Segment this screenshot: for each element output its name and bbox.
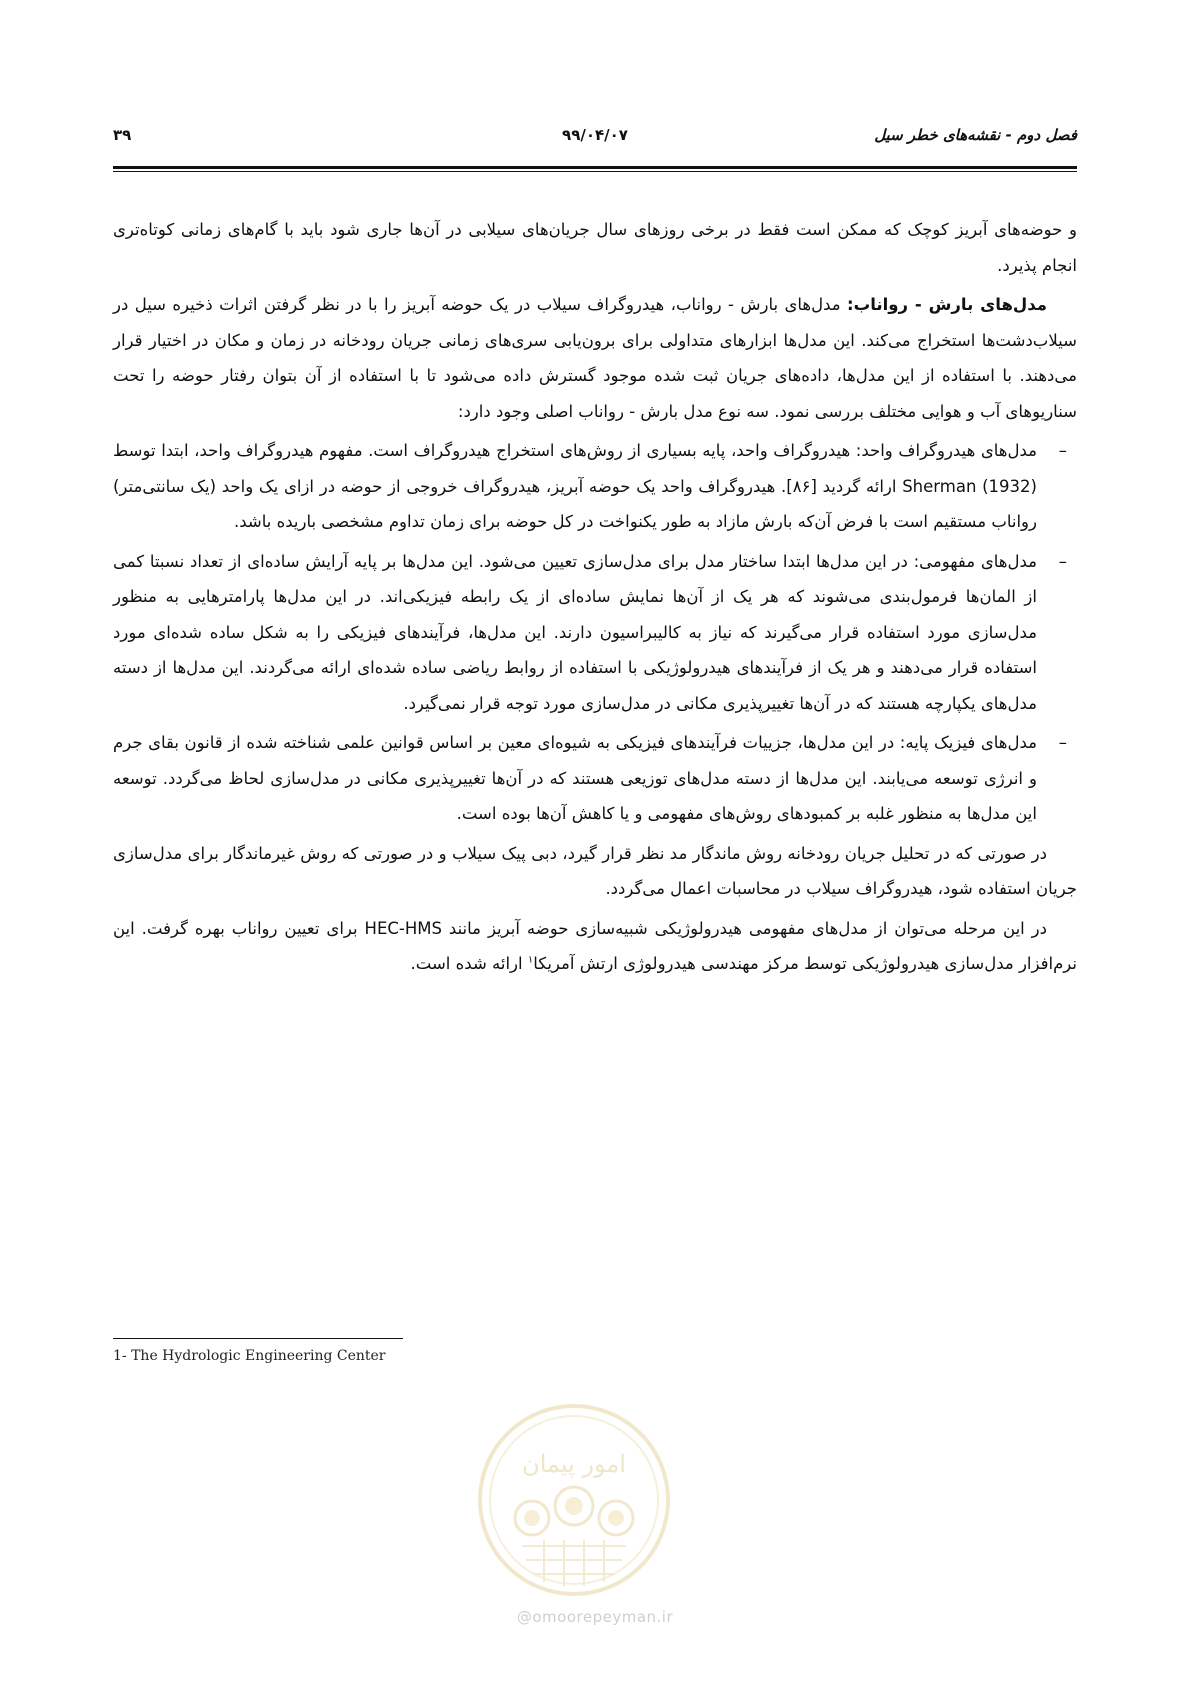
footnote-marker: ۱ bbox=[527, 954, 534, 966]
paragraph: و حوضه‌های آبریز کوچک که ممکن است فقط در برخی روزهای سال جریان‌های سیلابی در آن‌ها جاری شود باید با گام‌های زمانی کوتاه‌تری انجام پذیرد. bbox=[113, 220, 1077, 275]
model-list bbox=[113, 433, 1077, 832]
watermark-site: @omoorepeyman.ir bbox=[516, 1608, 674, 1626]
list-item bbox=[113, 433, 1067, 540]
paragraph bbox=[113, 911, 1077, 982]
paragraph-heading: مدل‌های بارش - رواناب: bbox=[847, 295, 1048, 314]
list-dash: – bbox=[1058, 551, 1067, 571]
footnote-rule bbox=[113, 1338, 403, 1339]
list-dash: – bbox=[1058, 441, 1067, 460]
chapter-title: فصل دوم - نقشه‌های خطر سیل bbox=[874, 126, 1077, 144]
footnote: 1- The Hydrologic Engineering Center bbox=[113, 1348, 386, 1364]
header-rule-thin bbox=[113, 171, 1077, 172]
list-item-text: مدل‌های مفهومی: در این مدل‌ها ابتدا ساختار مدل برای مدل‌سازی تعیین می‌شود. این مدل‌ها بر پایه آرایش ساده‌ای از تعداد نسبتا کمی از المان‌ها فرمول‌بندی می‌شوند که هر یک از آن‌ها نمایش ساده‌ای از یک رابطه فیزیکی‌اند. در این مدل‌ها پارامترهایی به منظور مدل‌سازی مورد استفاده قرار می‌گیرند که نیاز به کالیبراسیون دارند. این مدل‌ها، فرآیندهای فیزیکی را به شکل ساده شده‌ای مورد استفاده قرار می‌دهند و هر یک از فرآیندهای هیدرولوژیکی با استفاده از روابط ریاضی ساده شده‌ای ارائه می‌گردند. این مدل‌ها از دسته مدل‌های یکپارچه هستند که در آن‌ها تغییرپذیری مکانی در مدل‌سازی مورد توجه قرار نمی‌گیرد. bbox=[113, 551, 1037, 713]
list-item-text: مدل‌های فیزیک پایه: در این مدل‌ها، جزییات فرآیندهای فیزیکی به شیوه‌ای معین بر اساس قوانین علمی شناخته شده از قانون بقای جرم و انرژی توسعه می‌یابند. این مدل‌ها از دسته مدل‌های توزیعی هستند که در آن‌ها تغییرپذیری مکانی در مدل‌سازی لحاظ می‌گردد. توسعه این مدل‌ها به منظور غلبه بر کمبودهای روش‌های مفهومی و یا کاهش آن‌ها بوده است. bbox=[113, 733, 1037, 823]
paragraph bbox=[113, 287, 1077, 429]
paragraph: در صورتی که در تحلیل جریان رودخانه روش ماندگار مد نظر قرار گیرد، دبی پیک سیلاب و در صورتی که روش غیرماندگار برای مدل‌سازی جریان استفاده شود، هیدروگراف سیلاب در محاسبات اعمال می‌گردد. bbox=[113, 843, 1077, 898]
watermark-logo bbox=[474, 1400, 674, 1600]
list-item bbox=[113, 725, 1067, 832]
page-number: ۳۹ bbox=[113, 126, 132, 144]
list-dash: – bbox=[1058, 733, 1067, 752]
paragraph-text-end: ارائه شده است. bbox=[410, 954, 528, 973]
body-text bbox=[113, 212, 1077, 986]
header-rule-thick bbox=[113, 166, 1077, 169]
watermark-logo-text: امور پیمان bbox=[522, 1450, 626, 1478]
paragraph-text: مدل‌های بارش - رواناب، هیدروگراف سیلاب در یک حوضه آبریز را با در نظر گرفتن اثرات ذخیره سیل در سیلاب‌دشت‌ها استخراج می‌کند. این مدل‌ها ابزارهای متداولی برای برون‌یابی سری‌های زمانی جریان رودخانه در زمان و مکان در اختیار قرار می‌دهند. با استفاده از این مدل‌ها، داده‌های جریان ثبت شده موجود گسترش داده می‌شود تا با استفاده از آن بتوان رفتار حوضه را تحت سناریوهای آب و هوایی مختلف بررسی نمود. سه نوع مدل بارش - رواناب اصلی وجود دارد: bbox=[113, 295, 1077, 421]
list-item bbox=[113, 544, 1067, 722]
header-date: ۹۹/۰۴/۰۷ bbox=[562, 126, 628, 144]
paragraph-text: در این مرحله می‌توان از مدل‌های مفهومی هیدرولوژیکی شبیه‌سازی حوضه آبریز مانند HEC-HMS برای تعیین رواناب بهره گرفت. این نرم‌افزار مدل‌سازی هیدرولوژیکی توسط مرکز مهندسی هیدرولوژی ارتش آمریکا bbox=[113, 918, 1077, 973]
list-item-text: مدل‌های هیدروگراف واحد: هیدروگراف واحد، پایه بسیاری از روش‌های استخراج هیدروگراف است. مفهوم هیدروگراف واحد، ابتدا توسط Sherman (1932) ارائه گردید [۸۶]. هیدروگراف واحد یک حوضه آبریز، هیدروگراف خروجی از حوضه در ازای یک واحد (یک سانتی‌متر) رواناب مستقیم است با فرض آن‌که بارش مازاد به طور یکنواخت در کل حوضه برای زمان تداوم مشخصی باریده باشد. bbox=[113, 441, 1037, 531]
page-header bbox=[113, 126, 1077, 152]
